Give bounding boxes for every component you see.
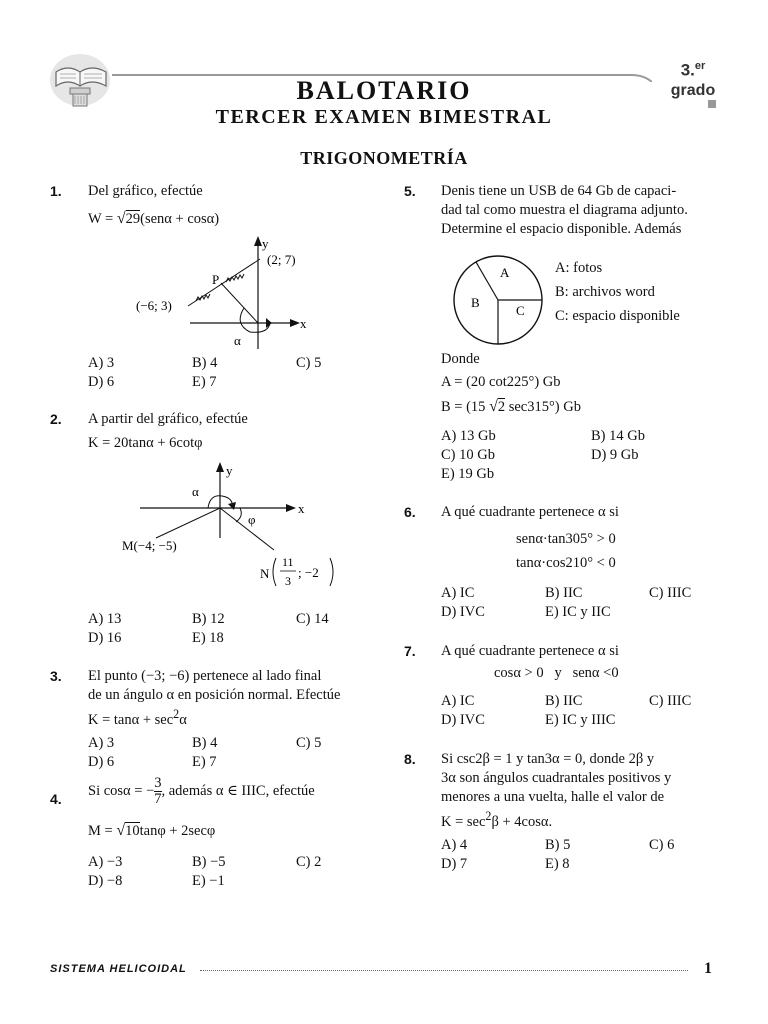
q4-option-e: E) −1 xyxy=(192,873,225,889)
q1-formula: W = √29(senα + cosα) xyxy=(88,210,220,227)
q1-x-label: x xyxy=(300,316,307,331)
q2-y-label: y xyxy=(226,463,233,478)
q1-point-P: P xyxy=(212,272,220,287)
q2-n-den: 3 xyxy=(285,574,291,588)
q8-option-a: A) 4 xyxy=(441,837,468,853)
q6-option-a: A) IC xyxy=(441,585,475,601)
q6-text: A qué cuadrante pertenece α si xyxy=(441,504,619,520)
q6-cond1: senα·tan305° > 0 xyxy=(516,531,616,547)
q7-text: A qué cuadrante pertenece α si xyxy=(441,643,619,659)
q4-text: Si cosα = − $\frac{3}{7}$ , además α ∈ IIIC, efectúe xyxy=(88,775,315,807)
q5-legend-C: C: espacio disponible xyxy=(555,308,680,324)
q1-text: Del gráfico, efectúe xyxy=(88,183,203,199)
q7-options xyxy=(441,692,753,730)
q1-y-label: y xyxy=(262,236,269,251)
q5-slice-A: A xyxy=(500,265,510,280)
q7-option-d: D) IVC xyxy=(441,712,485,728)
q4-option-c: C) 2 xyxy=(296,854,322,870)
q1-point-m63: (−6; 3) xyxy=(136,298,172,313)
page-title: BALOTARIO xyxy=(296,76,472,105)
q6-options xyxy=(441,584,753,622)
q1-option-a: A) 3 xyxy=(88,355,115,371)
q3-option-e: E) 7 xyxy=(192,754,217,770)
q2-option-a: A) 13 xyxy=(88,611,122,627)
q3-option-b: B) 4 xyxy=(192,735,218,751)
q4-option-a: A) −3 xyxy=(88,854,123,870)
grade-label: 3.$^{er}$ grado xyxy=(670,60,716,99)
q4-option-d: D) −8 xyxy=(88,873,123,889)
q5-eq-B: B = (15 √2 sec315°) Gb xyxy=(441,398,581,415)
q2-formula: K = 20tanα + 6cotφ xyxy=(88,435,203,451)
q1-point-27: (2; 7) xyxy=(267,252,296,267)
q5-option-d: D) 9 Gb xyxy=(591,447,639,463)
q5-legend-A: A: fotos xyxy=(555,260,603,276)
q5-options xyxy=(441,427,701,484)
page-number: 1 xyxy=(704,960,712,977)
q2-figure xyxy=(112,458,342,602)
q2-option-b: B) 12 xyxy=(192,611,225,627)
q1-option-b: B) 4 xyxy=(192,355,218,371)
q1-option-e: E) 7 xyxy=(192,374,217,390)
page-subtitle: TERCER EXAMEN BIMESTRAL xyxy=(215,106,553,128)
q2-x-label: x xyxy=(298,501,305,516)
q6-option-d: D) IVC xyxy=(441,604,485,620)
q8-option-c: C) 6 xyxy=(649,837,675,853)
q5-option-c: C) 10 Gb xyxy=(441,447,495,463)
q5-option-a: A) 13 Gb xyxy=(441,428,496,444)
q5-donde: Donde xyxy=(441,351,480,367)
q2-option-c: C) 14 xyxy=(296,611,329,627)
q5-eq-A: A = (20 cot225°) Gb xyxy=(441,374,561,390)
q2-text: A partir del gráfico, efectúe xyxy=(88,411,248,427)
q3-option-a: A) 3 xyxy=(88,735,115,751)
q1-figure xyxy=(130,234,320,354)
q8-text: Si csc2β = 1 y tan3α = 0, donde 2β y 3α son ángulos cuadrantales positivos y menores a una vuelta, halle el valor de $K = \sec^2\beta + 4\cos\alpha$. xyxy=(441,751,672,830)
q2-n-num: 11 xyxy=(282,555,294,569)
q5-number: 5. xyxy=(404,183,416,199)
q7-option-e: E) IC y IIIC xyxy=(545,712,616,728)
q3-options xyxy=(88,734,400,772)
q5-legend xyxy=(555,256,680,328)
q4-option-b: B) −5 xyxy=(192,854,226,870)
q5-text: Denis tiene un USB de 64 Gb de capaci- dad tal como muestra el diagrama adjunto. Determine el espacio disponible. Además xyxy=(441,183,688,237)
q4-options xyxy=(88,853,400,891)
q2-options xyxy=(88,610,400,648)
q6-cond2: tanα·cos210° < 0 xyxy=(516,555,616,571)
q2-point-M: M(−4; −5) xyxy=(122,538,177,553)
q3-option-c: C) 5 xyxy=(296,735,322,751)
footer-rule xyxy=(200,970,688,971)
q2-phi: φ xyxy=(248,512,256,527)
q5-pie-chart xyxy=(450,252,546,348)
q1-alpha: α xyxy=(234,333,241,348)
q3-option-d: D) 6 xyxy=(88,754,115,770)
q3-text: El punto (−3; −6) pertenece al lado final de un ángulo α en posición normal. Efectúe $K = \tan\alpha + \sec^2\alpha$ xyxy=(88,668,341,728)
q8-options xyxy=(441,836,753,874)
q6-option-b: B) IIC xyxy=(545,585,583,601)
q1-options xyxy=(88,354,400,392)
q8-number: 8. xyxy=(404,751,416,767)
q7-option-c: C) IIIC xyxy=(649,693,692,709)
q2-point-N: N xyxy=(260,566,270,581)
q5-slice-C: C xyxy=(516,303,525,318)
q5-legend-B: B: archivos word xyxy=(555,284,655,300)
q8-option-d: D) 7 xyxy=(441,856,468,872)
q4-number: 4. xyxy=(50,791,62,807)
footer-series: SISTEMA HELICOIDAL xyxy=(50,963,187,975)
q8-option-e: E) 8 xyxy=(545,856,570,872)
q6-option-e: E) IC y IIC xyxy=(545,604,611,620)
q7-cond: cosα > 0 y senα <0 xyxy=(494,665,619,681)
q2-option-e: E) 18 xyxy=(192,630,224,646)
q5-option-b: B) 14 Gb xyxy=(591,428,645,444)
q1-number: 1. xyxy=(50,183,62,199)
q1-option-c: C) 5 xyxy=(296,355,322,371)
q6-option-c: C) IIIC xyxy=(649,585,692,601)
q7-number: 7. xyxy=(404,643,416,659)
q7-option-a: A) IC xyxy=(441,693,475,709)
q2-option-d: D) 16 xyxy=(88,630,122,646)
q4-formula: M = √10tanφ + 2secφ xyxy=(88,822,216,839)
q8-option-b: B) 5 xyxy=(545,837,571,853)
q5-slice-B: B xyxy=(471,295,480,310)
q6-number: 6. xyxy=(404,504,416,520)
q2-n-rest: ; −2 xyxy=(298,565,319,580)
q2-alpha: α xyxy=(192,484,199,499)
q3-number: 3. xyxy=(50,668,62,684)
q2-number: 2. xyxy=(50,411,62,427)
q5-option-e: E) 19 Gb xyxy=(441,466,495,482)
q7-option-b: B) IIC xyxy=(545,693,583,709)
q1-option-d: D) 6 xyxy=(88,374,115,390)
subject-title: TRIGONOMETRÍA xyxy=(300,148,468,168)
